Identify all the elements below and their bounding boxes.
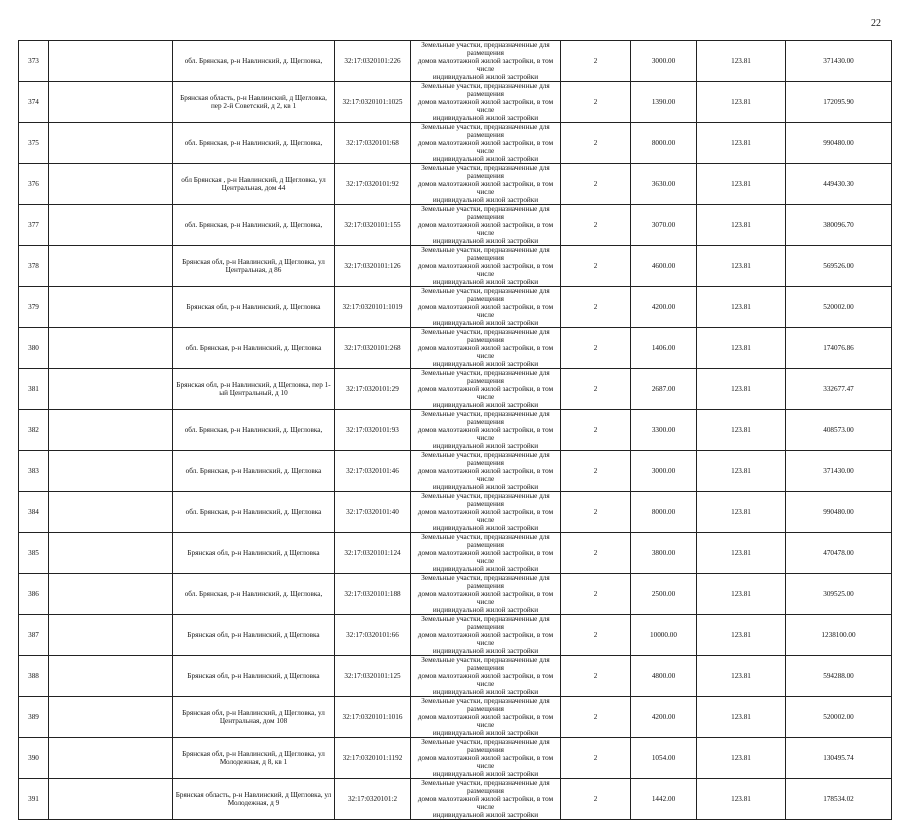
area-cell: 1054.00 bbox=[631, 738, 697, 779]
row-number: 378 bbox=[19, 246, 49, 287]
address-cell: Брянская обл, р-н Навлинский, д Щегловка, ул Центральная, дом 108 bbox=[173, 697, 335, 738]
table-row bbox=[19, 287, 892, 328]
row-number: 379 bbox=[19, 287, 49, 328]
group-number-cell: 2 bbox=[561, 246, 631, 287]
empty-cell bbox=[49, 82, 173, 123]
cadastral-number-cell: 32:17:0320101:126 bbox=[335, 246, 411, 287]
table-row bbox=[19, 615, 892, 656]
cadastral-value-cell: 470478.00 bbox=[786, 533, 892, 574]
cadastral-value-cell: 172095.90 bbox=[786, 82, 892, 123]
land-use-cell bbox=[411, 410, 561, 451]
land-parcel-table bbox=[18, 40, 892, 820]
land-use-cell bbox=[411, 369, 561, 410]
land-use-line: домов малоэтажной жилой застройки, в том числе bbox=[417, 590, 554, 606]
cadastral-value-cell: 990480.00 bbox=[786, 123, 892, 164]
empty-cell bbox=[49, 369, 173, 410]
group-number-cell: 2 bbox=[561, 369, 631, 410]
land-use-line: индивидуальной жилой застройки bbox=[432, 565, 539, 573]
land-use-line: Земельные участки, предназначенные для размещения bbox=[421, 205, 550, 221]
land-use-line: домов малоэтажной жилой застройки, в том числе bbox=[417, 98, 554, 114]
page-number: 22 bbox=[871, 18, 881, 29]
land-use-line: индивидуальной жилой застройки bbox=[432, 73, 539, 81]
cadastral-value-cell: 594288.00 bbox=[786, 656, 892, 697]
land-use-line: Земельные участки, предназначенные для размещения bbox=[421, 41, 550, 57]
address-cell: обл. Брянская, р-н Навлинский, д. Щегловка, bbox=[173, 574, 335, 615]
area-cell: 4800.00 bbox=[631, 656, 697, 697]
cadastral-value-cell: 449430.30 bbox=[786, 164, 892, 205]
rate-cell: 123.81 bbox=[697, 779, 786, 820]
group-number-cell: 2 bbox=[561, 738, 631, 779]
land-use-line: Земельные участки, предназначенные для размещения bbox=[421, 287, 550, 303]
cadastral-number-cell: 32:17:0320101:125 bbox=[335, 656, 411, 697]
row-number: 385 bbox=[19, 533, 49, 574]
area-cell: 4200.00 bbox=[631, 697, 697, 738]
area-cell: 10000.00 bbox=[631, 615, 697, 656]
land-use-line: Земельные участки, предназначенные для размещения bbox=[421, 246, 550, 262]
row-number: 383 bbox=[19, 451, 49, 492]
address-cell: Брянская обл, р-н Навлинский, д Щегловка bbox=[173, 656, 335, 697]
empty-cell bbox=[49, 123, 173, 164]
table-body bbox=[19, 41, 892, 820]
empty-cell bbox=[49, 328, 173, 369]
cadastral-number-cell: 32:17:0320101:1192 bbox=[335, 738, 411, 779]
rate-cell: 123.81 bbox=[697, 205, 786, 246]
cadastral-value-cell: 174076.86 bbox=[786, 328, 892, 369]
land-use-line: домов малоэтажной жилой застройки, в том числе bbox=[417, 713, 554, 729]
address-cell: Брянская обл, р-н Навлинский, д. Щегловка bbox=[173, 287, 335, 328]
row-number: 377 bbox=[19, 205, 49, 246]
table-row bbox=[19, 246, 892, 287]
cadastral-number-cell: 32:17:0320101:46 bbox=[335, 451, 411, 492]
rate-cell: 123.81 bbox=[697, 656, 786, 697]
area-cell: 8000.00 bbox=[631, 123, 697, 164]
land-use-line: Земельные участки, предназначенные для размещения bbox=[421, 533, 550, 549]
cadastral-number-cell: 32:17:0320101:92 bbox=[335, 164, 411, 205]
table-row bbox=[19, 164, 892, 205]
empty-cell bbox=[49, 656, 173, 697]
land-use-line: домов малоэтажной жилой застройки, в том числе bbox=[417, 385, 554, 401]
table-row bbox=[19, 779, 892, 820]
cadastral-number-cell: 32:17:0320101:188 bbox=[335, 574, 411, 615]
row-number: 376 bbox=[19, 164, 49, 205]
cadastral-value-cell: 178534.02 bbox=[786, 779, 892, 820]
land-use-line: Земельные участки, предназначенные для размещения bbox=[421, 697, 550, 713]
land-use-line: домов малоэтажной жилой застройки, в том числе bbox=[417, 549, 554, 565]
row-number: 382 bbox=[19, 410, 49, 451]
area-cell: 2500.00 bbox=[631, 574, 697, 615]
table-row bbox=[19, 82, 892, 123]
empty-cell bbox=[49, 246, 173, 287]
table-row bbox=[19, 328, 892, 369]
land-use-line: домов малоэтажной жилой застройки, в том числе bbox=[417, 795, 554, 811]
land-use-cell bbox=[411, 41, 561, 82]
cadastral-number-cell: 32:17:0320101:124 bbox=[335, 533, 411, 574]
cadastral-value-cell: 371430.00 bbox=[786, 41, 892, 82]
rate-cell: 123.81 bbox=[697, 246, 786, 287]
rate-cell: 123.81 bbox=[697, 287, 786, 328]
rate-cell: 123.81 bbox=[697, 328, 786, 369]
row-number: 389 bbox=[19, 697, 49, 738]
cadastral-number-cell: 32:17:0320101:40 bbox=[335, 492, 411, 533]
empty-cell bbox=[49, 615, 173, 656]
cadastral-number-cell: 32:17:0320101:66 bbox=[335, 615, 411, 656]
row-number: 387 bbox=[19, 615, 49, 656]
cadastral-number-cell: 32:17:0320101:226 bbox=[335, 41, 411, 82]
empty-cell bbox=[49, 574, 173, 615]
row-number: 390 bbox=[19, 738, 49, 779]
land-use-cell bbox=[411, 615, 561, 656]
cadastral-value-cell: 569526.00 bbox=[786, 246, 892, 287]
row-number: 374 bbox=[19, 82, 49, 123]
land-use-line: домов малоэтажной жилой застройки, в том числе bbox=[417, 262, 554, 278]
land-use-line: индивидуальной жилой застройки bbox=[432, 770, 539, 778]
land-use-line: индивидуальной жилой застройки bbox=[432, 606, 539, 614]
land-use-line: индивидуальной жилой застройки bbox=[432, 729, 539, 737]
land-use-line: индивидуальной жилой застройки bbox=[432, 114, 539, 122]
land-use-cell bbox=[411, 287, 561, 328]
land-use-line: индивидуальной жилой застройки bbox=[432, 278, 539, 286]
land-use-line: индивидуальной жилой застройки bbox=[432, 237, 539, 245]
rate-cell: 123.81 bbox=[697, 82, 786, 123]
land-use-line: индивидуальной жилой застройки bbox=[432, 360, 539, 368]
land-use-line: Земельные участки, предназначенные для размещения bbox=[421, 369, 550, 385]
land-use-line: домов малоэтажной жилой застройки, в том числе bbox=[417, 344, 554, 360]
land-use-line: домов малоэтажной жилой застройки, в том числе bbox=[417, 754, 554, 770]
cadastral-number-cell: 32:17:0320101:1019 bbox=[335, 287, 411, 328]
address-cell: обл. Брянская, р-н Навлинский, д. Щегловка, bbox=[173, 41, 335, 82]
land-use-cell bbox=[411, 451, 561, 492]
cadastral-value-cell: 380096.70 bbox=[786, 205, 892, 246]
table-row bbox=[19, 205, 892, 246]
row-number: 388 bbox=[19, 656, 49, 697]
empty-cell bbox=[49, 410, 173, 451]
cadastral-value-cell: 1238100.00 bbox=[786, 615, 892, 656]
table-row bbox=[19, 41, 892, 82]
land-use-cell bbox=[411, 533, 561, 574]
area-cell: 1390.00 bbox=[631, 82, 697, 123]
row-number: 381 bbox=[19, 369, 49, 410]
empty-cell bbox=[49, 492, 173, 533]
cadastral-number-cell: 32:17:0320101:155 bbox=[335, 205, 411, 246]
empty-cell bbox=[49, 164, 173, 205]
cadastral-value-cell: 520002.00 bbox=[786, 287, 892, 328]
land-use-cell bbox=[411, 82, 561, 123]
area-cell: 1406.00 bbox=[631, 328, 697, 369]
cadastral-number-cell: 32:17:0320101:29 bbox=[335, 369, 411, 410]
row-number: 386 bbox=[19, 574, 49, 615]
land-use-line: Земельные участки, предназначенные для размещения bbox=[421, 123, 550, 139]
land-use-line: домов малоэтажной жилой застройки, в том числе bbox=[417, 631, 554, 647]
area-cell: 3300.00 bbox=[631, 410, 697, 451]
empty-cell bbox=[49, 451, 173, 492]
land-use-cell bbox=[411, 328, 561, 369]
table-row bbox=[19, 697, 892, 738]
cadastral-value-cell: 309525.00 bbox=[786, 574, 892, 615]
address-cell: обл. Брянская, р-н Навлинский, д. Щегловка, bbox=[173, 410, 335, 451]
address-cell: обл. Брянская, р-н Навлинский, д. Щегловка bbox=[173, 451, 335, 492]
table-row bbox=[19, 123, 892, 164]
cadastral-number-cell: 32:17:0320101:68 bbox=[335, 123, 411, 164]
rate-cell: 123.81 bbox=[697, 41, 786, 82]
empty-cell bbox=[49, 738, 173, 779]
group-number-cell: 2 bbox=[561, 41, 631, 82]
land-use-line: домов малоэтажной жилой застройки, в том числе bbox=[417, 426, 554, 442]
land-use-line: Земельные участки, предназначенные для размещения bbox=[421, 779, 550, 795]
area-cell: 4600.00 bbox=[631, 246, 697, 287]
land-use-line: Земельные участки, предназначенные для размещения bbox=[421, 492, 550, 508]
cadastral-value-cell: 371430.00 bbox=[786, 451, 892, 492]
group-number-cell: 2 bbox=[561, 533, 631, 574]
group-number-cell: 2 bbox=[561, 779, 631, 820]
land-use-line: домов малоэтажной жилой застройки, в том числе bbox=[417, 221, 554, 237]
land-use-cell bbox=[411, 246, 561, 287]
land-use-line: Земельные участки, предназначенные для размещения bbox=[421, 738, 550, 754]
table-row bbox=[19, 410, 892, 451]
table-row bbox=[19, 492, 892, 533]
rate-cell: 123.81 bbox=[697, 492, 786, 533]
land-use-line: индивидуальной жилой застройки bbox=[432, 442, 539, 450]
cadastral-value-cell: 990480.00 bbox=[786, 492, 892, 533]
land-use-line: домов малоэтажной жилой застройки, в том числе bbox=[417, 672, 554, 688]
land-use-line: Земельные участки, предназначенные для размещения bbox=[421, 656, 550, 672]
empty-cell bbox=[49, 41, 173, 82]
land-use-line: Земельные участки, предназначенные для размещения bbox=[421, 410, 550, 426]
empty-cell bbox=[49, 779, 173, 820]
cadastral-number-cell: 32:17:0320101:268 bbox=[335, 328, 411, 369]
table-row bbox=[19, 533, 892, 574]
cadastral-value-cell: 130495.74 bbox=[786, 738, 892, 779]
address-cell: Брянская обл, р-н Навлинский, д Щегловка, пер 1-ый Центральный, д 10 bbox=[173, 369, 335, 410]
rate-cell: 123.81 bbox=[697, 574, 786, 615]
land-use-line: Земельные участки, предназначенные для размещения bbox=[421, 164, 550, 180]
land-use-cell bbox=[411, 205, 561, 246]
area-cell: 3000.00 bbox=[631, 451, 697, 492]
land-use-line: индивидуальной жилой застройки bbox=[432, 811, 539, 819]
row-number: 375 bbox=[19, 123, 49, 164]
land-use-cell bbox=[411, 123, 561, 164]
land-use-cell bbox=[411, 574, 561, 615]
address-cell: обл. Брянская, р-н Навлинский, д. Щегловка bbox=[173, 492, 335, 533]
land-use-line: домов малоэтажной жилой застройки, в том числе bbox=[417, 180, 554, 196]
group-number-cell: 2 bbox=[561, 410, 631, 451]
rate-cell: 123.81 bbox=[697, 738, 786, 779]
cadastral-number-cell: 32:17:0320101:93 bbox=[335, 410, 411, 451]
rate-cell: 123.81 bbox=[697, 410, 786, 451]
land-use-line: индивидуальной жилой застройки bbox=[432, 524, 539, 532]
rate-cell: 123.81 bbox=[697, 369, 786, 410]
land-use-line: индивидуальной жилой застройки bbox=[432, 319, 539, 327]
address-cell: обл Брянская , р-н Навлинский, д Щегловка, ул Центральная, дом 44 bbox=[173, 164, 335, 205]
land-use-cell bbox=[411, 164, 561, 205]
land-use-line: Земельные участки, предназначенные для размещения bbox=[421, 615, 550, 631]
land-use-line: индивидуальной жилой застройки bbox=[432, 647, 539, 655]
rate-cell: 123.81 bbox=[697, 451, 786, 492]
row-number: 384 bbox=[19, 492, 49, 533]
land-use-cell bbox=[411, 697, 561, 738]
group-number-cell: 2 bbox=[561, 451, 631, 492]
cadastral-value-cell: 408573.00 bbox=[786, 410, 892, 451]
empty-cell bbox=[49, 533, 173, 574]
address-cell: Брянская область, р-н Навлинский, д Щегловка, пер 2-й Советский, д 2, кв 1 bbox=[173, 82, 335, 123]
cadastral-number-cell: 32:17:0320101:1016 bbox=[335, 697, 411, 738]
empty-cell bbox=[49, 287, 173, 328]
table-row bbox=[19, 369, 892, 410]
group-number-cell: 2 bbox=[561, 123, 631, 164]
land-use-line: домов малоэтажной жилой застройки, в том числе bbox=[417, 139, 554, 155]
cadastral-value-cell: 332677.47 bbox=[786, 369, 892, 410]
table-row bbox=[19, 656, 892, 697]
group-number-cell: 2 bbox=[561, 492, 631, 533]
rate-cell: 123.81 bbox=[697, 164, 786, 205]
rate-cell: 123.81 bbox=[697, 123, 786, 164]
empty-cell bbox=[49, 697, 173, 738]
address-cell: Брянская обл, р-н Навлинский, д Щегловка bbox=[173, 615, 335, 656]
land-use-line: Земельные участки, предназначенные для размещения bbox=[421, 574, 550, 590]
group-number-cell: 2 bbox=[561, 82, 631, 123]
land-use-line: домов малоэтажной жилой застройки, в том числе bbox=[417, 467, 554, 483]
cadastral-number-cell: 32:17:0320101:2 bbox=[335, 779, 411, 820]
area-cell: 3070.00 bbox=[631, 205, 697, 246]
land-use-line: Земельные участки, предназначенные для размещения bbox=[421, 82, 550, 98]
land-use-line: индивидуальной жилой застройки bbox=[432, 155, 539, 163]
area-cell: 8000.00 bbox=[631, 492, 697, 533]
land-use-line: домов малоэтажной жилой застройки, в том числе bbox=[417, 57, 554, 73]
group-number-cell: 2 bbox=[561, 656, 631, 697]
land-use-cell bbox=[411, 738, 561, 779]
address-cell: Брянская обл, р-н Навлинский, д Щегловка, ул Молодежная, д 8, кв 1 bbox=[173, 738, 335, 779]
rate-cell: 123.81 bbox=[697, 615, 786, 656]
area-cell: 3630.00 bbox=[631, 164, 697, 205]
area-cell: 1442.00 bbox=[631, 779, 697, 820]
land-use-line: индивидуальной жилой застройки bbox=[432, 688, 539, 696]
table-row bbox=[19, 574, 892, 615]
address-cell: Брянская обл, р-н Навлинский, д Щегловка, ул Центральная, д 86 bbox=[173, 246, 335, 287]
land-use-line: домов малоэтажной жилой застройки, в том числе bbox=[417, 508, 554, 524]
area-cell: 2687.00 bbox=[631, 369, 697, 410]
row-number: 373 bbox=[19, 41, 49, 82]
row-number: 391 bbox=[19, 779, 49, 820]
area-cell: 3000.00 bbox=[631, 41, 697, 82]
group-number-cell: 2 bbox=[561, 615, 631, 656]
group-number-cell: 2 bbox=[561, 164, 631, 205]
land-use-cell bbox=[411, 656, 561, 697]
land-use-line: индивидуальной жилой застройки bbox=[432, 483, 539, 491]
land-use-cell bbox=[411, 492, 561, 533]
cadastral-value-cell: 520002.00 bbox=[786, 697, 892, 738]
group-number-cell: 2 bbox=[561, 574, 631, 615]
group-number-cell: 2 bbox=[561, 205, 631, 246]
address-cell: обл. Брянская, р-н Навлинский, д. Щегловка, bbox=[173, 205, 335, 246]
cadastral-number-cell: 32:17:0320101:1025 bbox=[335, 82, 411, 123]
rate-cell: 123.81 bbox=[697, 697, 786, 738]
empty-cell bbox=[49, 205, 173, 246]
address-cell: обл. Брянская, р-н Навлинский, д. Щегловка, bbox=[173, 123, 335, 164]
land-use-line: Земельные участки, предназначенные для размещения bbox=[421, 451, 550, 467]
row-number: 380 bbox=[19, 328, 49, 369]
area-cell: 3800.00 bbox=[631, 533, 697, 574]
land-use-line: индивидуальной жилой застройки bbox=[432, 401, 539, 409]
address-cell: Брянская обл, р-н Навлинский, д Щегловка bbox=[173, 533, 335, 574]
group-number-cell: 2 bbox=[561, 287, 631, 328]
address-cell: обл. Брянская, р-н Навлинский, д. Щегловка bbox=[173, 328, 335, 369]
land-use-line: домов малоэтажной жилой застройки, в том числе bbox=[417, 303, 554, 319]
land-use-cell bbox=[411, 779, 561, 820]
group-number-cell: 2 bbox=[561, 328, 631, 369]
area-cell: 4200.00 bbox=[631, 287, 697, 328]
land-use-line: Земельные участки, предназначенные для размещения bbox=[421, 328, 550, 344]
table-row bbox=[19, 738, 892, 779]
address-cell: Брянская область, р-н Навлинский, д Щегловка, ул Молодежная, д 9 bbox=[173, 779, 335, 820]
land-use-line: индивидуальной жилой застройки bbox=[432, 196, 539, 204]
table-row bbox=[19, 451, 892, 492]
group-number-cell: 2 bbox=[561, 697, 631, 738]
rate-cell: 123.81 bbox=[697, 533, 786, 574]
